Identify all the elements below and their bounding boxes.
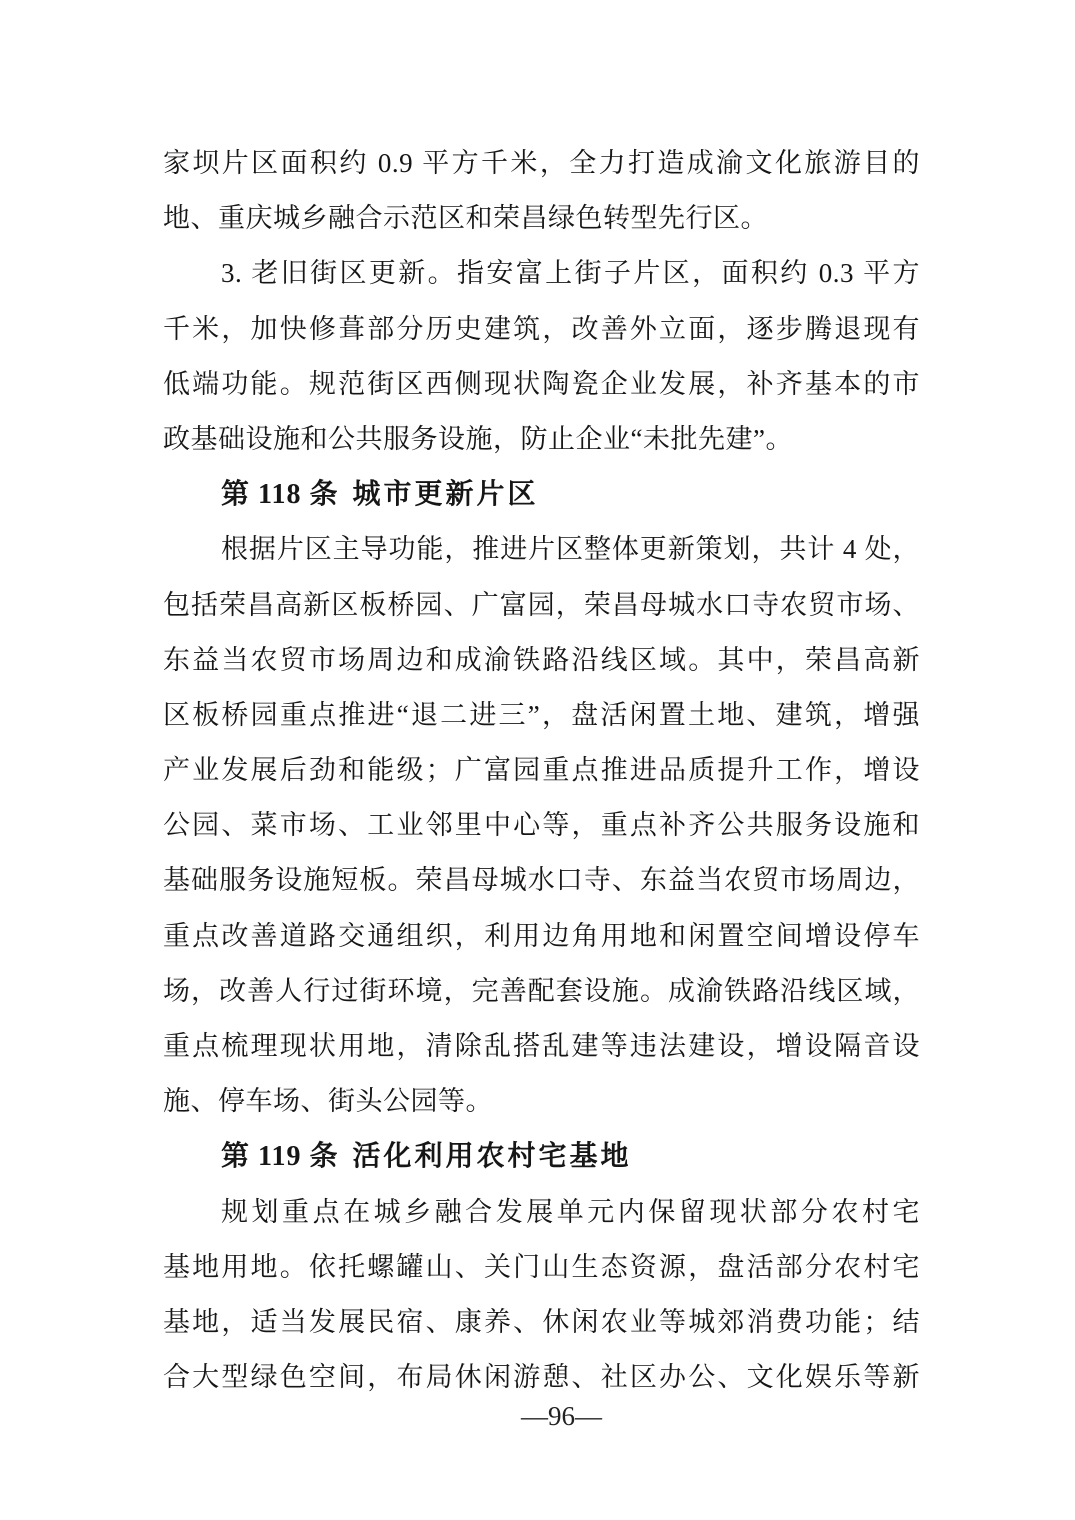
- text-line: 合大型绿色空间，布局休闲游憩、社区办公、文化娱乐等新: [163, 1362, 920, 1393]
- article-number: 第 119 条: [221, 1141, 339, 1173]
- article-heading: [163, 467, 920, 522]
- text-line: 包括荣昌高新区板桥园、广富园，荣昌母城水口寺农贸市场、: [163, 589, 920, 620]
- document-body: [163, 136, 920, 1405]
- page-number: —96—: [521, 1401, 602, 1431]
- text-line: 产业发展后劲和能级；广富园重点推进品质提升工作，增设: [163, 755, 920, 786]
- article-title: 城市更新片区: [352, 479, 539, 511]
- text-line: 东益当农贸市场周边和成渝铁路沿线区域。其中，荣昌高新: [163, 644, 920, 675]
- text-line: 地、重庆城乡融合示范区和荣昌绿色转型先行区。: [163, 203, 768, 234]
- text-line: 低端功能。规范街区西侧现状陶瓷企业发展，补齐基本的市: [163, 368, 920, 399]
- text-line: 基础服务设施短板。荣昌母城水口寺、东益当农贸市场周边，: [163, 865, 920, 896]
- text-line: 场，改善人行过街环境，完善配套设施。成渝铁路沿线区域，: [163, 975, 920, 1006]
- text-line: 政基础设施和公共服务设施，防止企业“未批先建”。: [163, 423, 793, 454]
- text-line: 重点改善道路交通组织，利用边角用地和闲置空间增设停车: [163, 920, 920, 951]
- article-heading: [163, 1129, 920, 1184]
- text-line: 基地用地。依托螺罐山、关门山生态资源，盘活部分农村宅: [163, 1251, 920, 1282]
- text-line: 3. 老旧街区更新。指安富上街子片区，面积约 0.3 平方: [221, 258, 920, 289]
- text-line: 区板桥园重点推进“退二进三”，盘活闲置土地、建筑，增强: [163, 699, 920, 730]
- article-number: 第 118 条: [221, 479, 339, 511]
- text-line: 家坝片区面积约 0.9 平方千米，全力打造成渝文化旅游目的: [163, 148, 920, 178]
- text-line: 规划重点在城乡融合发展单元内保留现状部分农村宅: [221, 1196, 920, 1227]
- text-line: 基地，适当发展民宿、康养、休闲农业等城郊消费功能；结: [163, 1306, 920, 1337]
- text-line: 重点梳理现状用地，清除乱搭乱建等违法建设，增设隔音设: [163, 1031, 920, 1061]
- article-title: 活化利用农村宅基地: [352, 1141, 632, 1173]
- text-line: 千米，加快修葺部分历史建筑，改善外立面，逐步腾退现有: [163, 313, 920, 344]
- text-line: 公园、菜市场、工业邻里中心等，重点补齐公共服务设施和: [163, 810, 920, 841]
- text-line: 根据片区主导功能，推进片区整体更新策划，共计 4 处，: [221, 534, 920, 565]
- text-line: 施、停车场、街头公园等。: [163, 1086, 493, 1117]
